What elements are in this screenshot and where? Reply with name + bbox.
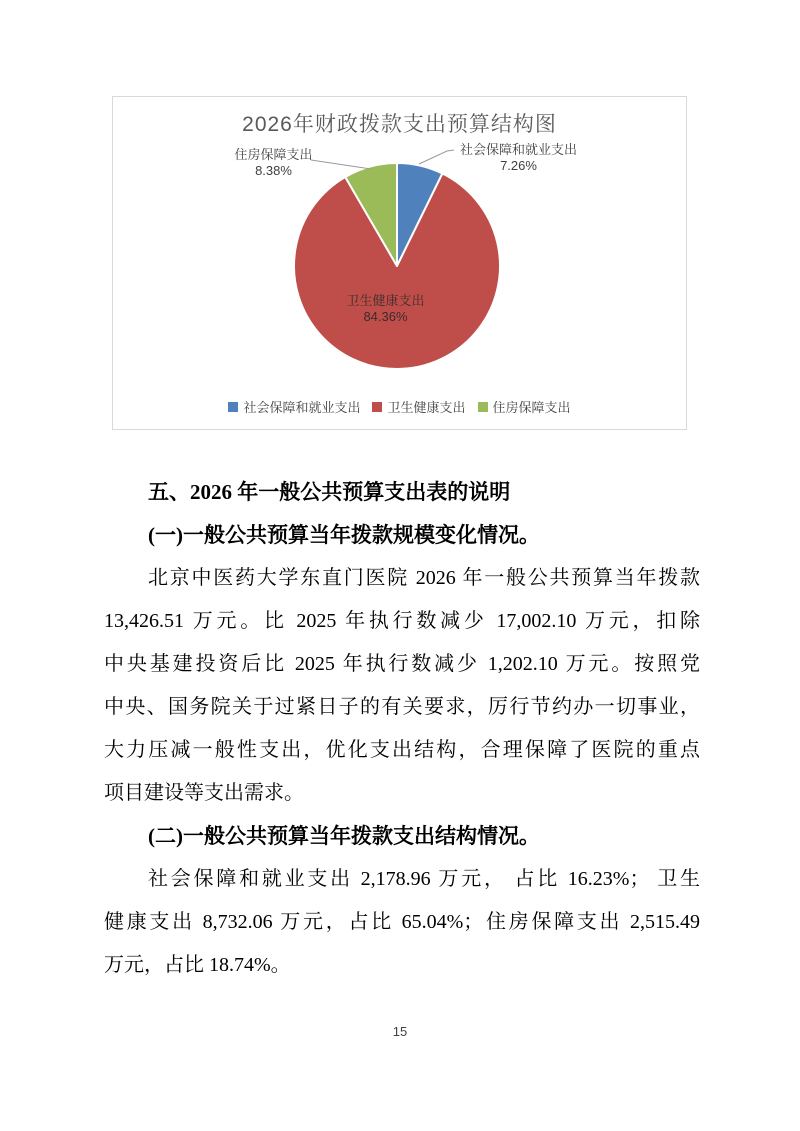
label-social-security-pct: 7.26% [500,158,537,173]
paragraph-line: 北京中医药大学东直门医院 2026 年一般公共预算当年拨款 [148,567,700,589]
legend-item [372,397,465,416]
label-health [308,293,463,325]
label-social-security [431,142,606,174]
label-health-pct: 84.36% [363,309,408,324]
paragraph-line: 中央基建投资后比 2025 年执行数减少 1,202.10 万元。按照党 [104,653,700,675]
paragraph-line: 社会保障和就业支出 2,178.96 万元， 占比 16.23%； 卫生 [148,868,700,890]
paragraph-line: 万元，占比 18.74%。 [104,954,291,976]
legend-label: 卫生健康支出 [387,400,466,415]
label-health-name: 卫生健康支出 [346,293,425,308]
label-social-security-name: 社会保障和就业支出 [459,142,577,157]
paragraph-line: 13,426.51 万元。比 2025 年执行数减少 17,002.10 万元，扣除 [104,610,700,632]
section-heading: 五、2026 年一般公共预算支出表的说明 [148,480,511,504]
label-housing [191,147,356,179]
paragraph-line: 项目建设等支出需求。 [104,782,304,804]
legend-item [478,397,571,416]
legend-label: 住房保障支出 [492,400,571,415]
sub-heading-1: (一)一般公共预算当年拨款规模变化情况。 [148,523,540,547]
paragraph-line: 中央、国务院关于过紧日子的有关要求，厉行节约办一切事业， [104,696,700,718]
legend-label: 社会保障和就业支出 [243,400,361,415]
document-body [104,471,700,987]
label-housing-name: 住房保障支出 [234,147,313,162]
paragraph-line: 大力压减一般性支出，优化支出结构，合理保障了医院的重点 [104,739,700,761]
chart-legend [113,397,686,416]
paragraph-line: 健康支出 8,732.06 万元，占比 65.04%；住房保障支出 2,515.49 [104,911,700,933]
label-housing-pct: 8.38% [255,163,292,178]
pie-chart-box [112,96,687,430]
legend-swatch-green-icon [478,402,488,412]
chart-title: 2026年财政拨款支出预算结构图 [242,113,557,136]
legend-swatch-blue-icon [228,402,238,412]
legend-swatch-red-icon [372,402,382,412]
pie-slices-group [294,163,500,369]
page-number: 15 [392,1024,408,1039]
sub-heading-2: (二)一般公共预算当年拨款支出结构情况。 [148,824,540,848]
legend-item [228,397,360,416]
